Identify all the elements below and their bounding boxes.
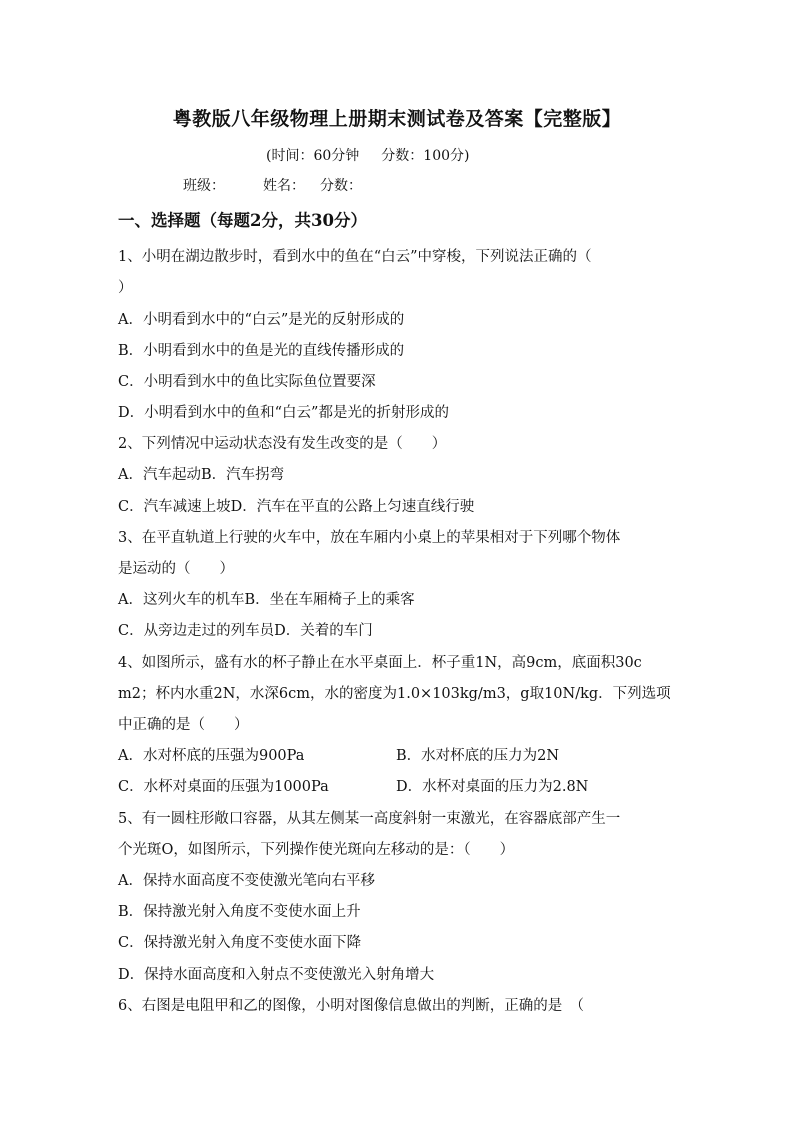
class-label: 班级： bbox=[183, 178, 225, 194]
question-4-stem: 4、如图所示，盛有水的杯子静止在水平桌面上．杯子重1N，高9cm，底面积30c bbox=[118, 655, 642, 671]
question-6-stem: 6、右图是电阻甲和乙的图像，小明对图像信息做出的判断，正确的是 （ bbox=[118, 998, 584, 1014]
page-title: 粤教版八年级物理上册期末测试卷及答案【完整版】 bbox=[172, 108, 622, 130]
question-4-option-c: C．水杯对桌面的压强为1000Pa bbox=[118, 779, 329, 795]
question-1-stem-cont: ） bbox=[118, 280, 133, 296]
question-4-stem-cont2: 中正确的是（ ） bbox=[118, 717, 249, 733]
question-2-options-cd: C．汽车减速上坡D．汽车在平直的公路上匀速直线行驶 bbox=[118, 499, 475, 515]
question-3-stem: 3、在平直轨道上行驶的火车中，放在车厢内小桌上的苹果相对于下列哪个物体 bbox=[118, 530, 621, 546]
question-5-option-a: A．保持水面高度不变使激光笔向右平移 bbox=[118, 873, 375, 889]
exam-time-score bbox=[266, 145, 469, 165]
section-heading: 一、选择题（每题2分，共30分） bbox=[118, 211, 367, 230]
name-label: 姓名： bbox=[263, 178, 305, 194]
question-1-stem: 1、小明在湖边散步时，看到水中的鱼在“白云”中穿梭，下列说法正确的（ bbox=[118, 249, 592, 265]
question-4-option-b: B．水对杯底的压力为2N bbox=[396, 748, 560, 764]
question-1-option-a: A．小明看到水中的“白云”是光的反射形成的 bbox=[118, 312, 405, 328]
question-5-option-c: C．保持激光射入角度不变使水面下降 bbox=[118, 935, 362, 951]
score-label: 分数： bbox=[320, 178, 362, 194]
exam-time: (时间：60分钟 bbox=[266, 148, 360, 164]
question-5-option-b: B．保持激光射入角度不变使水面上升 bbox=[118, 904, 361, 920]
question-1-option-c: C．小明看到水中的鱼比实际鱼位置要深 bbox=[118, 374, 376, 390]
question-3-options-ab: A．这列火车的机车B．坐在车厢椅子上的乘客 bbox=[118, 592, 415, 608]
student-info bbox=[183, 175, 362, 195]
question-4-stem-cont: m2；杯内水重2N，水深6cm，水的密度为1.0×103kg/m3，g取10N/kg．下列选项 bbox=[118, 686, 671, 702]
question-5-stem: 5、有一圆柱形敞口容器，从其左侧某一高度斜射一束激光，在容器底部产生一 bbox=[118, 811, 621, 827]
question-2-options-ab: A．汽车起动B．汽车拐弯 bbox=[118, 467, 285, 483]
question-2-stem: 2、下列情况中运动状态没有发生改变的是（ ） bbox=[118, 436, 447, 452]
exam-total-score: 分数：100分) bbox=[381, 148, 470, 164]
question-4-option-d: D．水杯对桌面的压力为2.8N bbox=[396, 779, 589, 795]
question-5-option-d: D．保持水面高度和入射点不变使激光入射角增大 bbox=[118, 967, 435, 983]
question-1-option-d: D．小明看到水中的鱼和“白云”都是光的折射形成的 bbox=[118, 405, 449, 421]
question-1-option-b: B．小明看到水中的鱼是光的直线传播形成的 bbox=[118, 343, 405, 359]
question-3-options-cd: C．从旁边走过的列车员D．关着的车门 bbox=[118, 623, 373, 639]
question-5-stem-cont: 个光斑O，如图所示，下列操作使光斑向左移动的是：（ ） bbox=[118, 842, 515, 858]
question-4-option-a: A．水对杯底的压强为900Pa bbox=[118, 748, 305, 764]
question-3-stem-cont: 是运动的（ ） bbox=[118, 561, 234, 577]
